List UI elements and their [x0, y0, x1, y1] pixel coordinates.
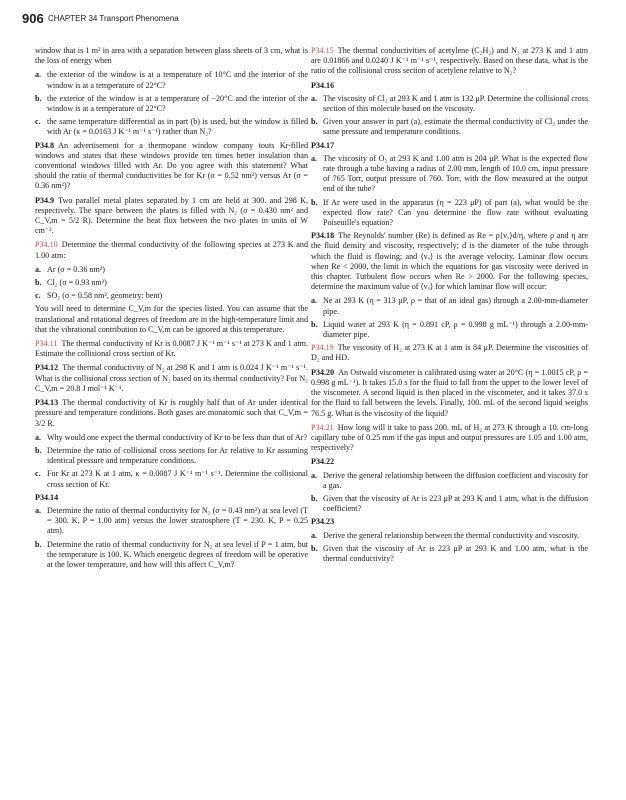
sub-question-label: b.: [311, 117, 318, 127]
problem: [311, 368, 588, 419]
problem-text: The thermal conductivity of Kr is roughly half that of Ar under identical pressure and temperature conditions. Both gases are monatomic such that C_V,m = 3/2 R.: [35, 398, 308, 428]
sub-question: [311, 544, 588, 564]
page-number: 906: [22, 11, 44, 26]
sub-question: [311, 320, 588, 340]
sub-question: [35, 540, 308, 571]
sub-question: [311, 198, 588, 229]
sub-question: [35, 265, 308, 275]
sub-question-text: Given that the viscosity of Ar is 223 μP at 293 K and 1 atm, what is the diffusion coefficient?: [323, 493, 588, 514]
problem-number: P34.22: [311, 457, 335, 467]
sub-question: [35, 446, 308, 466]
sub-question-text: The viscosity of Cl₂ at 293 K and 1 atm is 132 μP. Determine the collisional cross section of this molecule based on the viscosity.: [323, 93, 588, 114]
sub-question-label: a.: [311, 470, 318, 480]
problem-number: P34.14: [35, 492, 59, 502]
problem: [35, 363, 308, 394]
problem-text: Determine the thermal conductivity of the following species at 273 K and 1.00 atm:: [35, 240, 308, 260]
problem-text: The thermal conductivity of N₂ at 298 K and 1 atm is 0.024 J K⁻¹ m⁻¹ s⁻¹. What is the collisional cross section of N₂ based on its thermal conductivity? For N₂ C_V,m = 20.8 J mol⁻¹ K⁻¹.: [35, 363, 308, 393]
problem-number: P34.19: [311, 343, 334, 353]
problem-text: An advertisement for a thermopane window company touts Kr-filled windows and states that these windows provide ten times better insulation than conventional windows filled with Ar. Do you agree with this statement? What should the ratio of thermal conductivities be for Kr (σ = 0.52 nm²) versus Ar (σ = 0.36 nm²)?: [35, 140, 308, 191]
problem: [311, 231, 588, 292]
paragraph: window that is 1 m² in area with a separation between glass sheets of 3 cm, what is the loss of energy when: [35, 46, 308, 66]
problem-text: Two parallel metal plates separated by 1 cm are held at 300. and 298 K, respectively. The space between the plates is filled with N₂ (σ = 0.430 nm² and C_V,m = 5/2 R). Determine the heat flux between the two plates in units of W cm⁻².: [35, 195, 308, 236]
sub-question: [311, 296, 588, 316]
problem-text: The viscosity of H₂ at 273 K at 1 atm is 84 μP. Determine the viscosities of D₂ and HD.: [311, 343, 588, 363]
sub-question-text: SO₂ (σ = 0.58 nm², geometry: bent): [47, 291, 163, 301]
problem: [35, 339, 308, 359]
sub-question-label: b.: [311, 319, 318, 329]
sub-question-text: the same temperature differential as in part (b) is used, but the window is filled with Ar (κ = 0.0163 J K⁻¹ m⁻¹ s⁻¹) rather than N₂?: [47, 117, 308, 137]
problem: [35, 141, 308, 192]
sub-question-text: Determine the ratio of thermal conductivity for N₂ at sea level if P = 1 atm, but the temperature is 100. K. Which energetic degrees of freedom will be operative at the lower temperature, and how will this affect C_V,m?: [47, 539, 308, 569]
problem: [35, 398, 308, 429]
sub-question-text: If Ar were used in the apparatus (η = 223 μP) of part (a), what would be the expected flow rate? Can you determine the flow rate without evaluating Poiseuille's equation?: [323, 197, 588, 228]
sub-question: [311, 494, 588, 514]
sub-question: [311, 531, 588, 541]
sub-question-text: Why would one expect the thermal conductivity of Kr to be less than that of Ar?: [47, 432, 308, 442]
problem: [311, 423, 588, 454]
sub-question: [311, 117, 588, 137]
right-column: [311, 46, 588, 567]
sub-question-label: b.: [35, 445, 42, 455]
sub-question-text: Derive the general relationship between the thermal conductivity and viscosity.: [323, 530, 580, 540]
sub-question-label: a.: [311, 93, 318, 103]
problem-number: P34.8: [35, 140, 55, 150]
sub-question: [311, 94, 588, 114]
sub-question-label: c.: [35, 291, 41, 301]
sub-question-text: For Kr at 273 K at 1 atm, κ = 0.0087 J K⁻¹ m⁻¹ s⁻¹. Determine the collisional cross section of Kr.: [47, 469, 308, 489]
sub-question-label: b.: [311, 543, 318, 553]
paragraph: You will need to determine C_V,m for the species listed. You can assume that the translational and rotational degrees of freedom are in the high-temperature limit and that the vibrational contribution to C_V,m can be ignored at this temperature.: [35, 304, 308, 334]
running-head: CHAPTER 34 Transport Phenomena: [48, 14, 179, 23]
problem-text: How long will it take to pass 200. mL of H₂ at 273 K through a 10. cm-long capillary tube of 0.25 mm if the gas input and output pressures are 1.05 and 1.00 atm, respectively?: [311, 422, 588, 453]
problem-text: An Ostwald viscometer is calibrated using water at 20°C (η = 1.0015 cP, ρ = 0.998 g mL⁻¹). It takes 15.0 s for the fluid to fall from the upper to the lower level of the viscometer. A second liquid is then placed in the viscometer, and it takes 37.0 s for the fluid to fall between the levels. Finally, 100. mL of the second liquid weighs 76.5 g. What is the viscosity of the liquid?: [311, 367, 588, 418]
sub-question-label: a.: [311, 153, 318, 163]
problem-text: The Reynolds' number (Re) is defined as Re = ρ⟨vₓ⟩d/η, where ρ and η are the fluid density and viscosity, respectively; d is the diameter of the tube through which the fluid is flowing; and ⟨vₓ⟩ is the average velocity. Laminar flow occurs when Re < 2000, the limit in which the equations for gas viscosity were derived in this chapter. Turbulent flow occurs when Re > 2000. For the following species, determine the maximum value of ⟨vₓ⟩ for which laminar flow will occur:: [311, 231, 588, 292]
sub-question-label: b.: [35, 539, 42, 549]
sub-question: [35, 506, 308, 537]
sub-question-text: Ne at 293 K (η = 313 μP, ρ = that of an ideal gas) through a 2.00-mm-diameter pipe.: [323, 296, 588, 316]
sub-question-text: Given that the viscosity of Ar is 223 μP at 293 K and 1.00 atm, what is the thermal conductivity?: [323, 543, 588, 563]
sub-question: [35, 94, 308, 114]
problem-number: P34.11: [35, 339, 58, 349]
sub-question: [35, 70, 308, 90]
sub-question-label: c.: [35, 117, 41, 127]
sub-question-label: b.: [35, 278, 42, 288]
sub-question-label: b.: [35, 93, 42, 103]
problem-number: P34.9: [35, 195, 55, 205]
sub-question-label: a.: [311, 530, 318, 540]
sub-question-text: Cl₂ (σ = 0.93 nm²): [47, 278, 107, 288]
sub-question-text: Liquid water at 293 K (η = 0.891 cP, ρ = 0.998 g mL⁻¹) through a 2.00-mm-diameter pipe.: [323, 319, 588, 340]
sub-question-label: a.: [35, 70, 42, 80]
sub-question-text: the exterior of the window is at a temperature of −20°C and the interior of the window is at a temperature of 22°C?: [47, 93, 308, 114]
sub-question: [35, 291, 308, 301]
sub-question: [35, 117, 308, 137]
sub-question-text: Ar (σ = 0.36 nm²): [47, 264, 105, 274]
sub-question: [311, 154, 588, 195]
problem-number: P34.17: [311, 140, 335, 150]
problem-number: P34.23: [311, 517, 335, 527]
sub-question: [311, 471, 588, 491]
problem-text: The thermal conductivity of Kr is 0.0087 J K⁻¹ m⁻¹ s⁻¹ at 273 K and 1 atm. Estimate the collisional cross section of Kr.: [35, 339, 308, 359]
sub-question-text: Derive the general relationship between the diffusion coefficient and viscosity for a gas.: [323, 470, 588, 490]
sub-question-label: a.: [35, 432, 42, 442]
sub-question-label: a.: [311, 296, 318, 306]
sub-question-text: Determine the ratio of thermal conductivity for N₂ (σ = 0.43 nm²) at sea level (T = 300. K, P = 1.00 atm) versus the lower stratosphere (T = 230. K, P = 0.25 atm).: [47, 505, 308, 536]
page-header: [22, 8, 612, 30]
problem-number: P34.12: [35, 363, 59, 373]
sub-question-label: b.: [311, 493, 318, 503]
sub-question: [35, 433, 308, 443]
problem-number: P34.16: [311, 80, 335, 90]
sub-question-text: the exterior of the window is at a temperature of 10°C and the interior of the window is at a temperature of 22°C?: [47, 70, 308, 90]
problem-number: P34.21: [311, 422, 334, 432]
problem-text: The thermal conductivities of acetylene (C₂H₂) and N₂ at 273 K and 1 atm are 0.01866 and 0.0240 J K⁻¹ m⁻¹ s⁻¹, respectively. Based on these data, what is the ratio of the collisional cross section of acetylene relative to N₂?: [311, 46, 588, 76]
sub-question-label: c.: [35, 469, 41, 479]
sub-question-text: Determine the ratio of collisional cross sections for Ar relative to Kr assuming identical pressure and temperature conditions.: [47, 445, 308, 466]
sub-question-label: b.: [311, 197, 318, 207]
sub-question-text: Given your answer in part (a), estimate the thermal conductivity of Cl₂ under the same pressure and temperature conditions.: [323, 117, 588, 137]
problem: [311, 46, 588, 77]
problem-number: P34.10: [35, 240, 58, 250]
problem: [35, 196, 308, 237]
sub-question: [35, 278, 308, 288]
sub-question-label: a.: [35, 264, 42, 274]
problem: [35, 240, 308, 260]
problem-number: P34.15: [311, 46, 334, 55]
left-column: [35, 46, 308, 573]
sub-question-label: a.: [35, 505, 42, 515]
sub-question-text: The viscosity of O₂ at 293 K and 1.00 atm is 204 μP. What is the expected flow rate through a tube having a radius of 2.00 mm, length of 10.0 cm, input pressure of 765 Torr, output pressure of 760. Torr, with the flow measured at the output end of the tube?: [323, 153, 588, 194]
problem-number: P34.18: [311, 231, 335, 241]
problem: [311, 343, 588, 363]
sub-question: [35, 469, 308, 489]
problem-number: P34.13: [35, 398, 59, 408]
problem-number: P34.20: [311, 367, 335, 377]
